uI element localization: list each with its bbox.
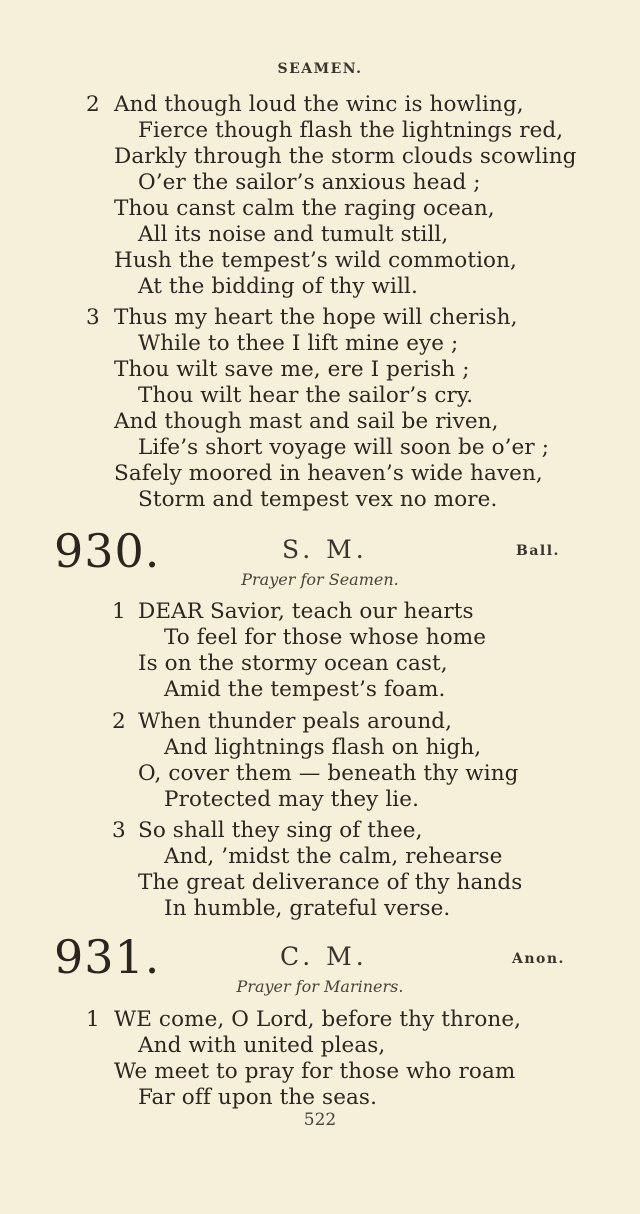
hymn-meter: S. M. (282, 535, 368, 564)
verse-line: And with united pleas, (138, 1033, 386, 1058)
verse-line: While to thee I lift mine eye ; (138, 331, 459, 356)
verse-line: O’er the sailor’s anxious head ; (138, 170, 481, 195)
verse-line: Amid the tempest’s foam. (164, 677, 446, 702)
verse-line: The great deliverance of thy hands (138, 870, 523, 895)
tune-name: Anon. (512, 951, 565, 967)
verse-line: And though mast and sail be riven, (114, 409, 499, 434)
verse-line: DEAR Savior, teach our hearts (138, 599, 474, 624)
verse-number: 2 (112, 709, 126, 734)
verse-line: Far off upon the seas. (138, 1085, 378, 1110)
verse-line: And, ’midst the calm, rehearse (164, 844, 503, 869)
hymn-title: Prayer for Seamen. (241, 570, 399, 589)
running-head: SEAMEN. (277, 61, 363, 77)
verse-line: Life’s short voyage will soon be o’er ; (138, 435, 550, 460)
verse-number: 1 (112, 599, 126, 624)
hymn-number: 931. (54, 930, 161, 984)
verse-line: We meet to pray for those who roam (114, 1059, 516, 1084)
verse-line: Protected may they lie. (164, 787, 420, 812)
verse-line: O, cover them — beneath thy wing (138, 761, 519, 786)
verse-line: To feel for those whose home (164, 625, 487, 650)
verse-line: Is on the stormy ocean cast, (138, 651, 448, 676)
verse-line: Thus my heart the hope will cherish, (114, 305, 518, 330)
verse-line: Darkly through the storm clouds scowling (114, 144, 577, 169)
verse-line: All its noise and tumult still, (138, 222, 449, 247)
hymn-number: 930. (54, 524, 161, 578)
verse-line: So shall they sing of thee, (138, 818, 423, 843)
hymn-title: Prayer for Mariners. (236, 977, 404, 996)
verse-number: 3 (112, 818, 126, 843)
verse-number: 3 (86, 305, 100, 330)
verse-line: Thou wilt save me, ere I perish ; (114, 357, 470, 382)
verse-line: When thunder peals around, (138, 709, 453, 734)
verse-line: WE come, O Lord, before thy throne, (114, 1007, 522, 1032)
page-number: 522 (303, 1110, 337, 1130)
verse-line: Thou wilt hear the sailor’s cry. (138, 383, 474, 408)
hymn-meter: C. M. (280, 942, 368, 971)
verse-line: Hush the tempest’s wild commotion, (114, 248, 517, 273)
verse-line: And lightnings flash on high, (164, 735, 482, 760)
verse-line: In humble, grateful verse. (164, 896, 451, 921)
tune-name: Ball. (516, 543, 560, 559)
verse-line: And though loud the winc is howling, (114, 92, 524, 117)
verse-line: Fierce though flash the lightnings red, (138, 118, 564, 143)
verse-line: Storm and tempest vex no more. (138, 487, 498, 512)
verse-line: Safely moored in heaven’s wide haven, (114, 461, 543, 486)
verse-line: At the bidding of thy will. (138, 274, 418, 299)
verse-line: Thou canst calm the raging ocean, (114, 196, 495, 221)
verse-number: 1 (86, 1007, 100, 1032)
verse-number: 2 (86, 92, 100, 117)
